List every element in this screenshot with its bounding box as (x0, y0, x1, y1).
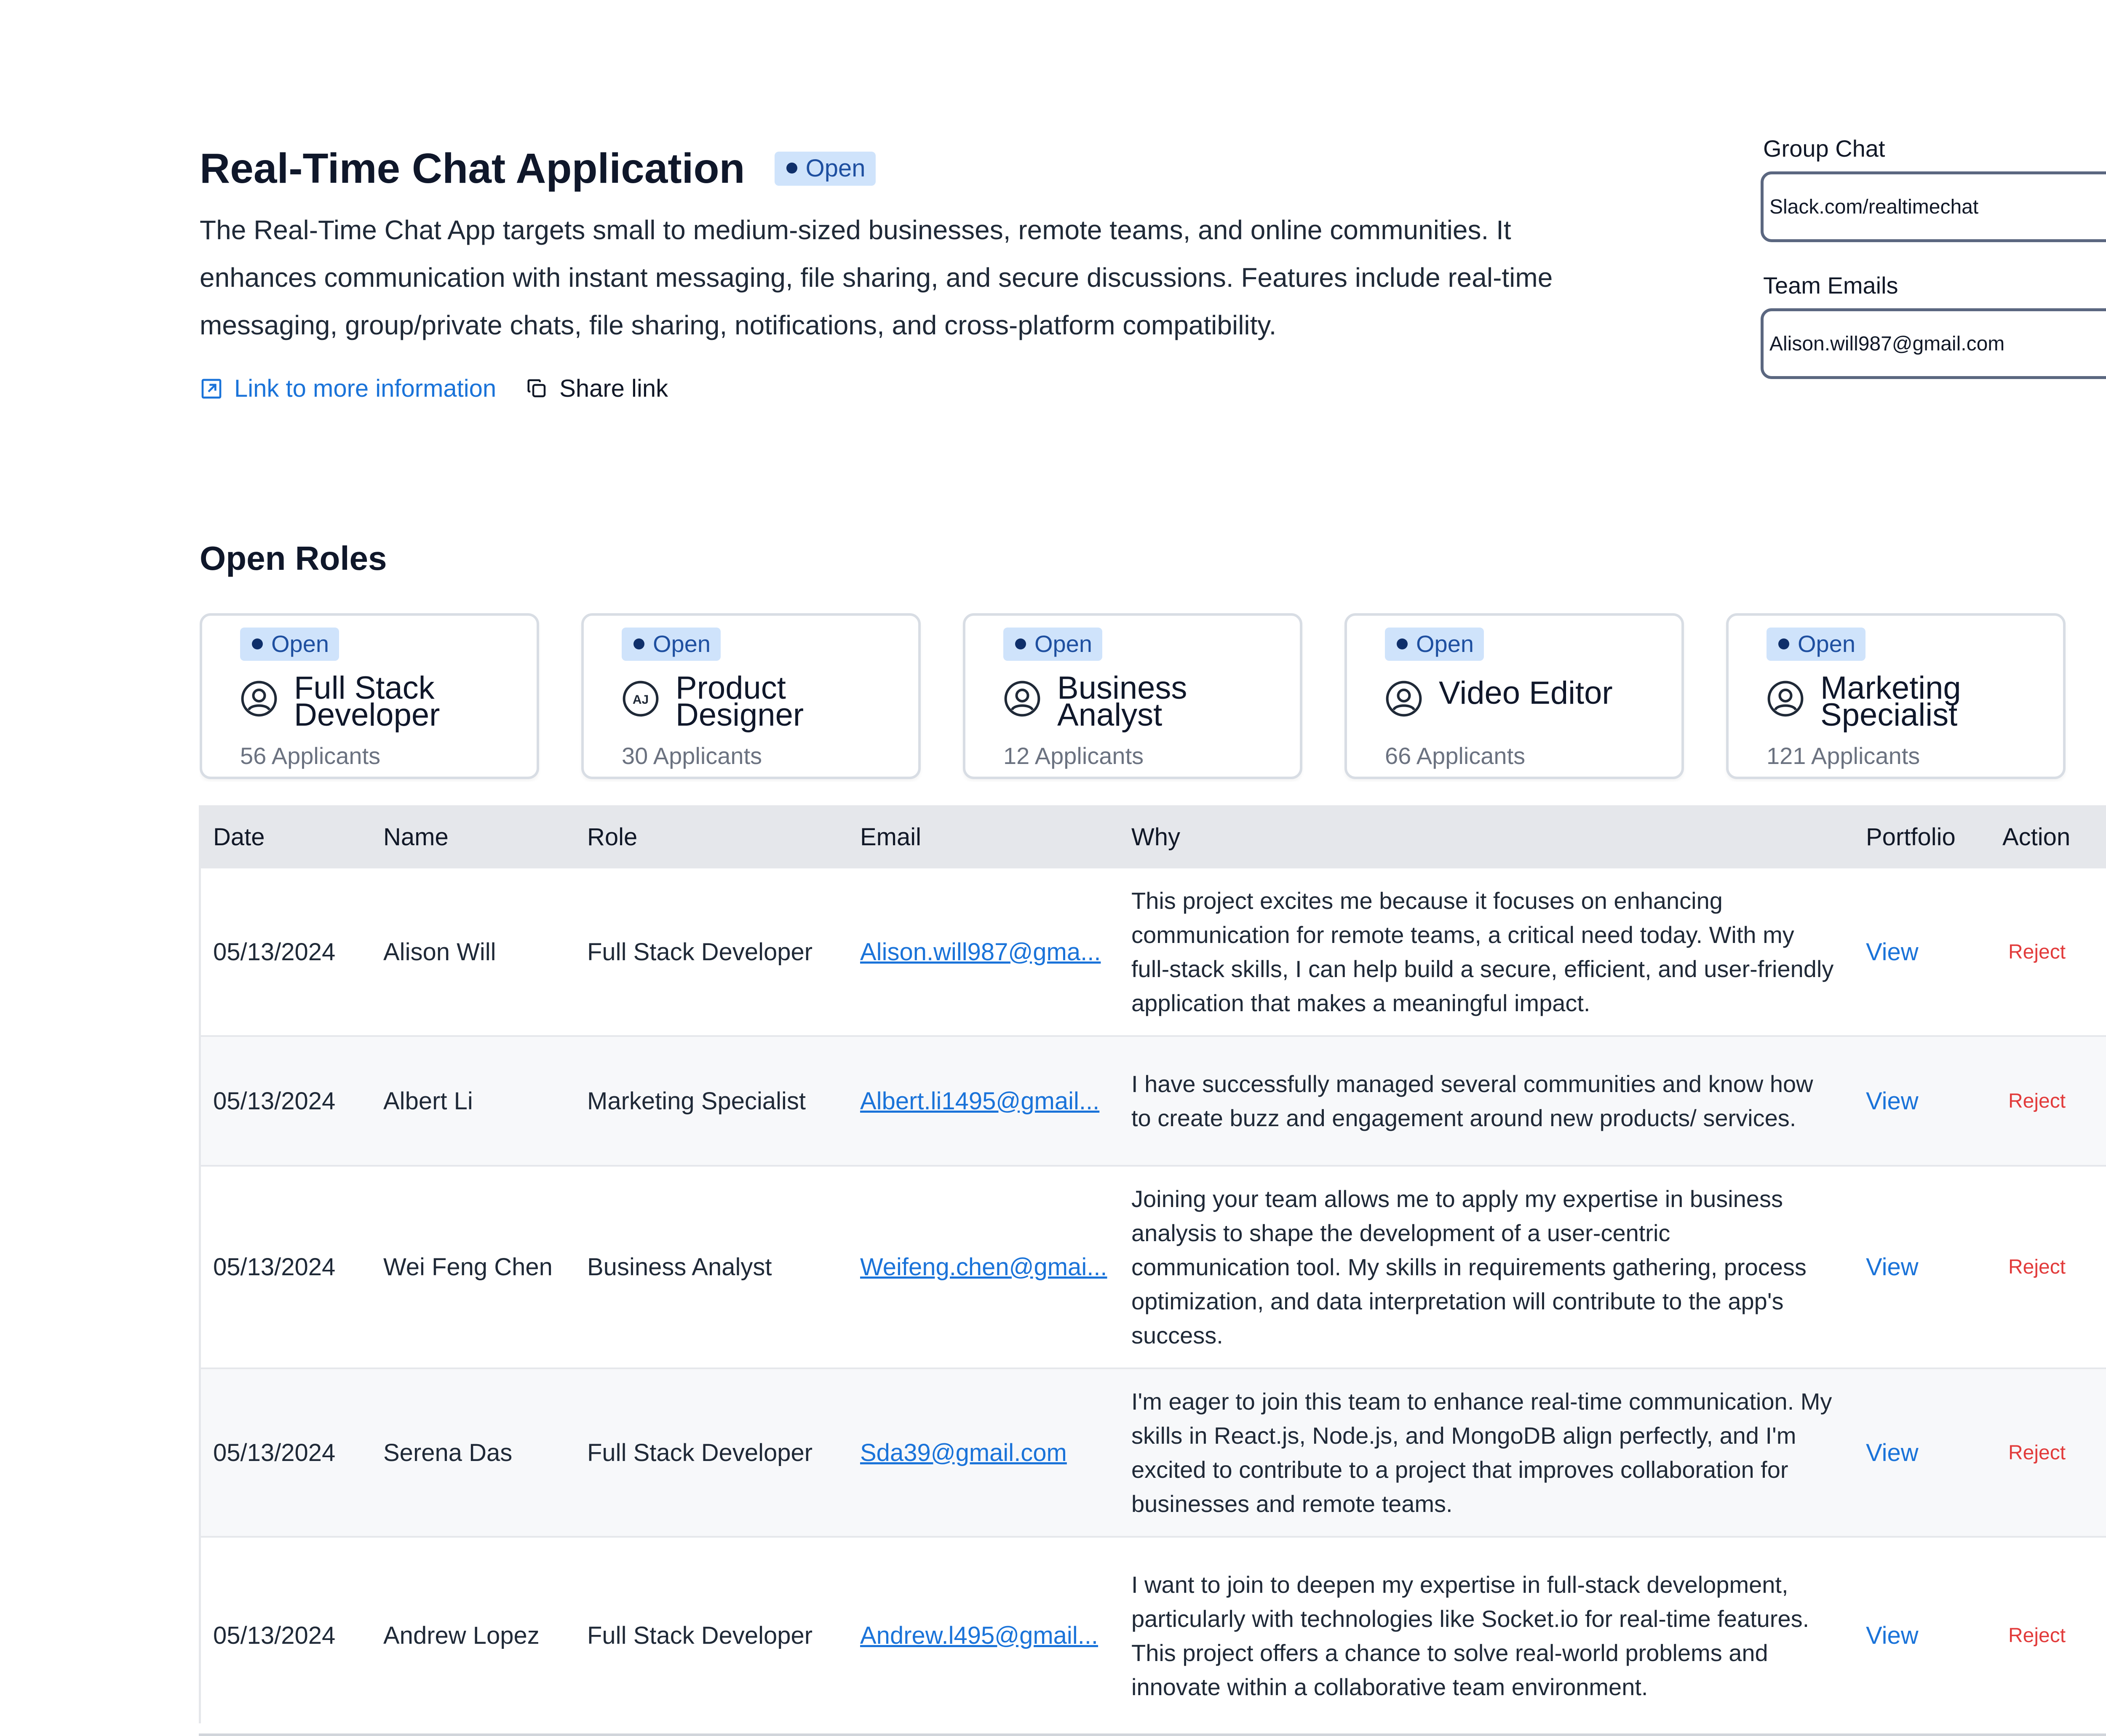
more-info-link[interactable] (200, 374, 496, 403)
open-roles-title: Open Roles (200, 539, 387, 577)
view-portfolio-link[interactable]: View (1866, 938, 1919, 966)
column-header-name: Name (383, 823, 449, 851)
table-row (199, 1537, 2106, 1735)
date-cell: 05/13/2024 (213, 1439, 336, 1466)
status-dot-icon (1015, 638, 1026, 649)
portfolio-cell (1852, 1166, 1988, 1368)
email-link[interactable]: Andrew.l495@gmail... (860, 1622, 1098, 1649)
project-status-label: Open (805, 154, 866, 182)
role-status-badge (622, 628, 721, 661)
portfolio-cell (1852, 1537, 1988, 1735)
name-cell: Andrew Lopez (383, 1622, 540, 1649)
action-cell (1988, 1537, 2106, 1735)
aj-initials-avatar (622, 680, 660, 718)
role-cell: Full Stack Developer (587, 938, 813, 966)
roles-carousel[interactable] (200, 613, 2106, 782)
column-header-why: Why (1131, 823, 1180, 851)
role-card[interactable] (581, 613, 921, 779)
role-name: Product Designer (676, 670, 804, 733)
contact-panel (1761, 135, 2106, 379)
email-link[interactable]: Weifeng.chen@gmai... (860, 1253, 1107, 1281)
status-dot-icon (1397, 638, 1408, 649)
role-status-label: Open (653, 630, 711, 657)
name-cell: Wei Feng Chen (383, 1253, 553, 1281)
action-cell (1988, 1036, 2106, 1166)
role-status-label: Open (1416, 630, 1474, 657)
roles-strip (200, 613, 2106, 779)
view-portfolio-link[interactable]: View (1866, 1253, 1919, 1281)
why-cell: I want to join to deepen my expertise in full-stack development, particularly with technologies like Socket.io for real-time features. This project offers a chance to solve real-world problems and innovate within a collaborative team environment. (1131, 1571, 1809, 1700)
role-status-label: Open (1034, 630, 1092, 657)
share-link-label: Share link (559, 375, 668, 402)
table-body (199, 868, 2106, 1735)
user-circle-icon (1767, 680, 1804, 718)
table-row (199, 1036, 2106, 1166)
role-name: Full Stack Developer (294, 670, 440, 733)
status-dot-icon (1778, 638, 1789, 649)
reject-button[interactable]: Reject (2008, 1624, 2066, 1647)
group-chat-row (1761, 171, 2106, 242)
why-cell: I'm eager to join this team to enhance real-time communication. My skills in React.js, Node.js, and MongoDB align perfectly, and I'm excited to contribute to a project that improves collaboration for businesses and remote teams. (1131, 1388, 1832, 1517)
reject-button[interactable]: Reject (2008, 1441, 2066, 1464)
user-circle-icon (1385, 680, 1423, 718)
role-applicant-count: 56 Applicants (240, 742, 381, 769)
role-cell: Full Stack Developer (587, 1622, 813, 1649)
reject-button[interactable]: Reject (2008, 940, 2066, 963)
share-link-button[interactable] (526, 374, 668, 403)
date-cell: 05/13/2024 (213, 938, 336, 966)
portfolio-cell (1852, 868, 1988, 1036)
why-cell: This project excites me because it focuses on enhancing communication for remote teams, a critical need today. With my full-stack skills, I can help build a secure, efficient, and user-friendly application that makes a meaningful impact. (1131, 887, 1834, 1016)
project-header (200, 139, 1598, 403)
action-cell (1988, 868, 2106, 1036)
group-chat-input[interactable] (1761, 171, 2106, 242)
table-row (199, 1166, 2106, 1368)
date-cell: 05/13/2024 (213, 1622, 336, 1649)
email-link[interactable]: Sda39@gmail.com (860, 1439, 1067, 1466)
title-row (200, 139, 1598, 198)
role-status-badge (1003, 628, 1102, 661)
copy-icon (526, 377, 548, 400)
email-link[interactable]: Albert.li1495@gmail... (860, 1087, 1100, 1115)
column-header-date: Date (213, 823, 265, 851)
status-dot-icon (786, 163, 797, 174)
portfolio-cell (1852, 1368, 1988, 1537)
role-applicant-count: 12 Applicants (1003, 742, 1144, 769)
role-status-badge (240, 628, 339, 661)
status-dot-icon (633, 638, 644, 649)
more-info-link-label: Link to more information (234, 375, 497, 402)
view-portfolio-link[interactable]: View (1866, 1087, 1919, 1115)
user-circle-icon (240, 680, 278, 718)
why-cell: Joining your team allows me to apply my expertise in business analysis to shape the development of a user-centric communication tool. My skills in requirements gathering, process optimization, and data interpretation will contribute to the app's success. (1131, 1186, 1807, 1349)
date-cell: 05/13/2024 (213, 1253, 336, 1281)
table-row (199, 868, 2106, 1036)
name-cell: Albert Li (383, 1087, 473, 1115)
role-applicant-count: 121 Applicants (1767, 742, 1920, 769)
role-card[interactable] (1344, 613, 1684, 779)
column-header-email: Email (860, 823, 922, 851)
name-cell: Alison Will (383, 938, 496, 966)
project-description: The Real-Time Chat App targets small to medium-sized businesses, remote teams, and online communities. It enhances communication with instant messaging, file sharing, and secure discussions. Features include real-time messaging, group/private chats, file sharing, notifications, and cross-platform compatibility. (200, 215, 1553, 340)
role-status-badge (1767, 628, 1865, 661)
user-circle-icon (1003, 680, 1041, 718)
applicants-table (199, 805, 2106, 1736)
email-link[interactable]: Alison.will987@gma... (860, 938, 1101, 966)
column-header-role: Role (587, 823, 638, 851)
role-name: Business Analyst (1057, 670, 1187, 733)
name-cell: Serena Das (383, 1439, 513, 1466)
reject-button[interactable]: Reject (2008, 1256, 2066, 1278)
applicants-table-wrap (199, 805, 2106, 1736)
external-link-icon (200, 377, 223, 401)
table-header-row (199, 805, 2106, 868)
avatar-initials: AJ (632, 693, 649, 707)
why-cell: I have successfully managed several communities and know how to create buzz and engagement around new products/ services. (1131, 1071, 1813, 1131)
date-cell: 05/13/2024 (213, 1087, 336, 1115)
group-chat-label: Group Chat (1763, 135, 1885, 162)
role-status-label: Open (1798, 630, 1855, 657)
view-portfolio-link[interactable]: View (1866, 1622, 1919, 1649)
portfolio-cell (1852, 1036, 1988, 1166)
role-applicant-count: 66 Applicants (1385, 742, 1526, 769)
team-emails-label: Team Emails (1763, 272, 1898, 299)
team-emails-input[interactable] (1761, 308, 2106, 379)
role-card[interactable] (200, 613, 539, 779)
column-header-action: Action (2002, 823, 2071, 851)
role-card[interactable] (1726, 613, 2066, 779)
role-cell: Business Analyst (587, 1253, 772, 1281)
role-status-label: Open (271, 630, 329, 657)
role-cell: Full Stack Developer (587, 1439, 813, 1466)
table-row (199, 1368, 2106, 1537)
role-name: Video Editor (1439, 675, 1613, 711)
table-left-border (199, 805, 201, 1723)
column-header-portfolio: Portfolio (1866, 823, 1956, 851)
reject-button[interactable]: Reject (2008, 1090, 2066, 1112)
action-cell (1988, 1166, 2106, 1368)
role-cell: Marketing Specialist (587, 1087, 806, 1115)
project-title: Real-Time Chat Application (200, 144, 745, 192)
view-portfolio-link[interactable]: View (1866, 1439, 1919, 1466)
role-status-badge (1385, 628, 1484, 661)
team-emails-row (1761, 308, 2106, 379)
role-card[interactable] (963, 613, 1302, 779)
role-applicant-count: 30 Applicants (622, 742, 762, 769)
project-status-badge (775, 152, 876, 186)
action-cell (1988, 1368, 2106, 1537)
status-dot-icon (252, 638, 263, 649)
role-name: Marketing Specialist (1820, 670, 1961, 733)
project-links (200, 374, 1598, 403)
